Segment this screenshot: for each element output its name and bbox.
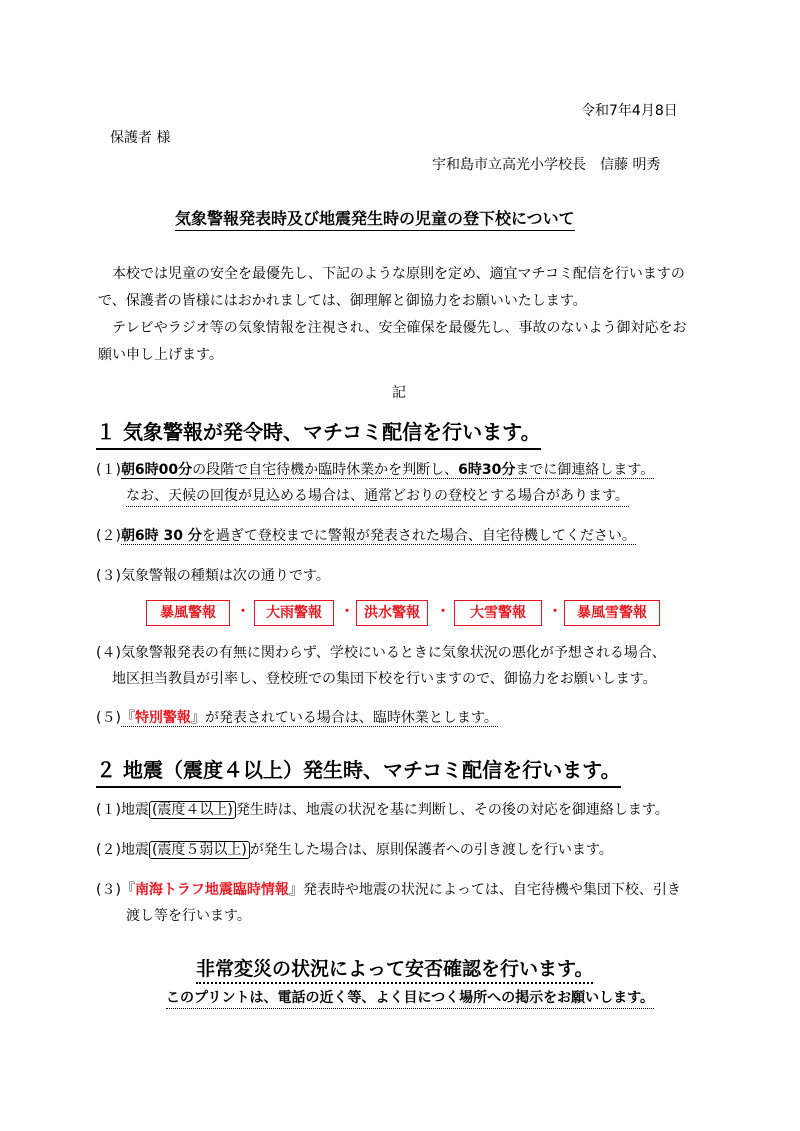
warning-box-blizzard: 暴風雪警報	[564, 600, 660, 626]
s1-item4-text: 気象警報発表の有無に関わらず、学校にいるときに気象状況の悪化が予想される場合、	[120, 645, 666, 661]
s2-item2-pre: 地震	[120, 842, 149, 858]
intro-p2-line2: 願い申し上げます。	[98, 347, 223, 363]
s1-item3	[96, 566, 330, 586]
s2-item3-num: (３)	[96, 882, 121, 898]
s1-item1-text3: までに御連絡します。	[515, 462, 655, 478]
s2-item3-open: 『	[120, 882, 135, 898]
s2-item3-red: 南海トラフ地震臨時情報	[134, 882, 289, 898]
s2-item1	[96, 800, 669, 820]
section1-heading: １ 気象警報が発令時、マチコミ配信を行います。	[96, 418, 541, 450]
warning-separator: ・	[340, 604, 354, 620]
s2-item3-line2: 渡し等を行います。	[126, 908, 251, 924]
s2-item2	[96, 840, 613, 860]
s1-item5-close: 』	[190, 710, 205, 726]
date: 令和7年4月8日	[581, 103, 678, 119]
s2-item1-pre: 地震	[120, 802, 149, 818]
sender: 宇和島市立高光小学校長 信藤 明秀	[432, 157, 661, 173]
s2-item3-text: 発表時や地震の状況によっては、自宅待機や集団下校、引き	[302, 882, 681, 898]
s1-item4-num: (４)	[96, 645, 121, 661]
s1-item5-red: 特別警報	[134, 710, 191, 726]
s2-item2-num: (２)	[96, 842, 121, 858]
s2-item1-num: (１)	[96, 802, 121, 818]
s2-item3-close: 』	[288, 882, 303, 898]
s1-item5-open: 『	[120, 710, 135, 726]
s1-item2-num: (２)	[96, 528, 121, 544]
s1-item5-text: が発表されている場合は、臨時休業とします。	[204, 710, 498, 726]
s2-item2-post: が発生した場合は、原則保護者への引き渡しを行います。	[249, 842, 613, 858]
s1-item2-text: を過ぎて登校までに警報が発表された場合、自宅待機してください。	[201, 528, 636, 544]
intro-p1-line2: で、保護者の皆様にはおかれましては、御理解と御協力をお願いいたします。	[98, 293, 587, 309]
warning-box-flood: 洪水警報	[356, 600, 428, 626]
s1-item5-num: (５)	[96, 710, 121, 726]
recipient: 保護者 様	[110, 130, 171, 146]
section2-heading: ２ 地震（震度４以上）発生時、マチコミ配信を行います。	[96, 756, 621, 788]
s1-item3-num: (３)	[96, 568, 121, 584]
s2-item1-paren: (震度４以上)	[149, 801, 236, 819]
s1-item1-text2: 自宅待機か臨時休業かを判断し、	[248, 462, 459, 478]
s1-item5	[96, 708, 498, 728]
intro-p1-line1: 本校では児童の安全を最優先し、下記のような原則を定め、適宜マチコミ配信を行いますの	[112, 266, 685, 282]
s1-item1-bold2: 6時30分	[458, 462, 516, 478]
warning-box-heavy-snow: 大雪警報	[454, 600, 542, 626]
s1-item2	[96, 526, 636, 546]
s1-item2-bold: 朝6時 30 分	[120, 528, 202, 544]
warning-separator: ・	[436, 604, 450, 620]
warning-box-storm: 暴風警報	[146, 600, 230, 626]
s1-item1-line1	[96, 460, 654, 480]
warning-separator: ・	[548, 604, 562, 620]
s1-item4-line1	[96, 643, 666, 663]
ki-mark: 記	[392, 385, 406, 401]
intro-p2-line1: テレビやラジオ等の気象情報を注視され、安全確保を最優先し、事故のないよう御対応をお	[112, 320, 687, 336]
s2-item1-post: 発生時は、地震の状況を基に判断し、その後の対応を御連絡します。	[235, 802, 669, 818]
footer-main-notice: 非常変災の状況によって安否確認を行います。	[196, 956, 593, 984]
s1-item3-text: 気象警報の種類は次の通りです。	[120, 568, 330, 584]
warning-box-heavy-rain: 大雨警報	[254, 600, 334, 626]
s2-item2-paren: (震度５弱以上)	[149, 841, 250, 859]
document-title: 気象警報発表時及び地震発生時の児童の登下校について	[175, 208, 575, 231]
s1-item1-bold1: 朝6時00分	[120, 462, 193, 478]
warning-separator: ・	[236, 604, 250, 620]
s2-item3-line1	[96, 880, 681, 900]
s1-item4-line2: 地区担当教員が引率し、登校班での集団下校を行いますので、御協力をお願いします。	[112, 671, 657, 687]
footer-sub-notice: このプリントは、電話の近く等、よく目につく場所への掲示をお願いします。	[166, 988, 654, 1009]
s1-item1-num: (１)	[96, 462, 121, 478]
s1-item1-text1: の段階で	[192, 462, 249, 478]
s1-item1-line2: なお、天候の回復が見込める場合は、通常どおりの登校とする場合があります。	[126, 486, 629, 507]
